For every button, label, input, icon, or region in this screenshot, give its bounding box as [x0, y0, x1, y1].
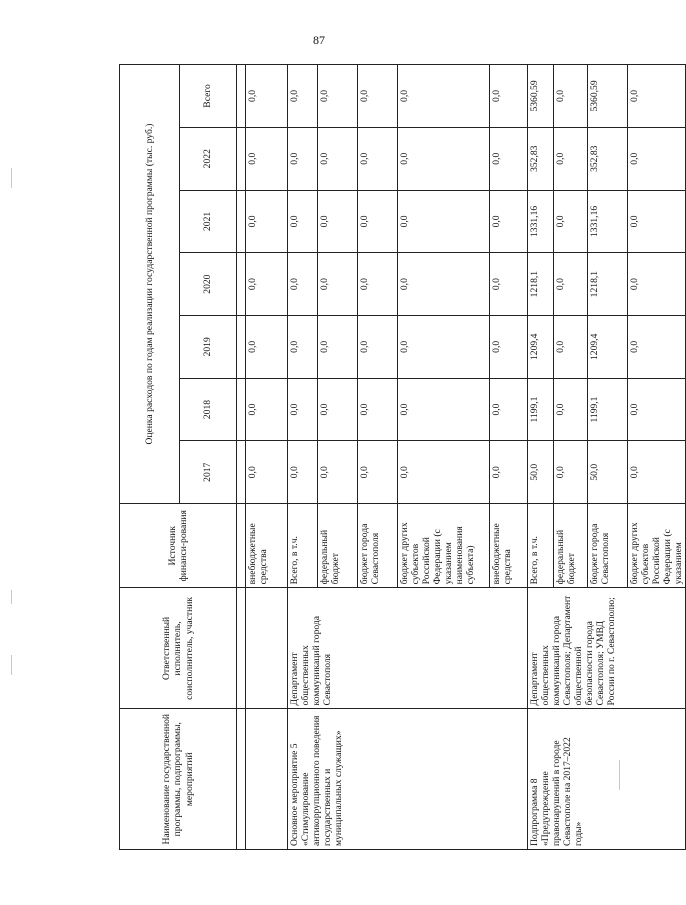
- table-row: [246, 65, 288, 850]
- value-cell: 0,0: [398, 441, 490, 504]
- value-cell: 0,0: [246, 127, 288, 190]
- funding-source-cell: Всего, в т.ч.: [288, 504, 318, 588]
- funding-source-cell: бюджет других субъектов Российской Федерации (с указанием наименования субъекта): [398, 504, 490, 588]
- value-cell: 0,0: [358, 378, 398, 441]
- header-year: 2017: [180, 441, 237, 504]
- program-name-cell: Подпрограмма 8 «Предупреждение правонарушений в городе Севастополе на 2017–2022 годы»: [528, 709, 686, 850]
- funding-source-cell: внебюджетные средства: [490, 504, 528, 588]
- value-cell: 0,0: [246, 441, 288, 504]
- value-cell: 1218,1: [528, 253, 554, 316]
- value-cell: 0,0: [318, 127, 358, 190]
- value-cell: 0,0: [288, 315, 318, 378]
- value-cell: 0,0: [246, 378, 288, 441]
- value-cell: 0,0: [490, 441, 528, 504]
- executor-cell: Департамент общественных коммуникаций города Севастополя; Департамент общественной безопасности города Севастополя; УМВД России по г. Севастополю;: [528, 588, 686, 709]
- executor-cell: [246, 588, 288, 709]
- value-cell: 0,0: [398, 253, 490, 316]
- header-executor: Ответственный исполнитель, соисполнитель, участник: [120, 588, 237, 709]
- header-year: 2022: [180, 127, 237, 190]
- value-cell: 0,0: [398, 315, 490, 378]
- funding-source-cell: внебюджетные средства: [246, 504, 288, 588]
- table-row: [528, 65, 554, 850]
- value-cell: 0,0: [554, 315, 588, 378]
- value-cell: 0,0: [490, 253, 528, 316]
- value-cell: 0,0: [628, 127, 686, 190]
- value-cell: 1331,16: [588, 190, 628, 253]
- value-cell: 0,0: [554, 441, 588, 504]
- value-cell: 352,83: [588, 127, 628, 190]
- page-number: 87: [313, 33, 325, 47]
- total-cell: 0,0: [318, 65, 358, 128]
- value-cell: 0,0: [288, 190, 318, 253]
- value-cell: 0,0: [628, 441, 686, 504]
- value-cell: 1209,4: [588, 315, 628, 378]
- value-cell: 0,0: [288, 253, 318, 316]
- value-cell: 0,0: [398, 127, 490, 190]
- value-cell: 0,0: [554, 253, 588, 316]
- funding-source-cell: бюджет города Севастополя: [588, 504, 628, 588]
- value-cell: 0,0: [398, 190, 490, 253]
- value-cell: 352,83: [528, 127, 554, 190]
- value-cell: 0,0: [358, 127, 398, 190]
- funding-source-cell: федеральный бюджет: [318, 504, 358, 588]
- value-cell: 1199,1: [588, 378, 628, 441]
- total-cell: 0,0: [246, 65, 288, 128]
- value-cell: 0,0: [490, 315, 528, 378]
- value-cell: 0,0: [318, 253, 358, 316]
- value-cell: 0,0: [490, 378, 528, 441]
- total-cell: 5360,59: [588, 65, 628, 128]
- funding-source-cell: федеральный бюджет: [554, 504, 588, 588]
- value-cell: 0,0: [628, 378, 686, 441]
- value-cell: 0,0: [490, 190, 528, 253]
- budget-table: [119, 64, 686, 850]
- value-cell: 0,0: [358, 253, 398, 316]
- value-cell: 1218,1: [588, 253, 628, 316]
- value-cell: 0,0: [358, 441, 398, 504]
- value-cell: 0,0: [358, 190, 398, 253]
- value-cell: 0,0: [628, 190, 686, 253]
- value-cell: 0,0: [554, 127, 588, 190]
- table-row: [288, 65, 318, 850]
- value-cell: 50,0: [528, 441, 554, 504]
- value-cell: 0,0: [318, 190, 358, 253]
- header-spacer-row: [237, 65, 246, 850]
- table-header-row: [120, 65, 180, 850]
- total-cell: 0,0: [358, 65, 398, 128]
- value-cell: 0,0: [246, 315, 288, 378]
- program-name-cell: [246, 709, 288, 850]
- header-year: 2020: [180, 253, 237, 316]
- total-cell: 0,0: [398, 65, 490, 128]
- value-cell: 0,0: [246, 190, 288, 253]
- value-cell: 1209,4: [528, 315, 554, 378]
- value-cell: 0,0: [628, 253, 686, 316]
- value-cell: 0,0: [318, 441, 358, 504]
- value-cell: 0,0: [318, 378, 358, 441]
- total-cell: 0,0: [288, 65, 318, 128]
- header-funding-source: Источник финанси-рования: [120, 504, 237, 588]
- value-cell: 0,0: [288, 127, 318, 190]
- rotated-table-wrapper: [119, 64, 685, 850]
- total-cell: 0,0: [628, 65, 686, 128]
- value-cell: 0,0: [554, 190, 588, 253]
- header-program-name: Наименование государственной программы, подпрограммы, мероприятий: [120, 709, 237, 850]
- value-cell: 1331,16: [528, 190, 554, 253]
- total-cell: 5360,59: [528, 65, 554, 128]
- value-cell: 0,0: [398, 378, 490, 441]
- header-year: 2019: [180, 315, 237, 378]
- value-cell: 1199,1: [528, 378, 554, 441]
- header-expense-estimate: Оценка расходов по годам реализации государственной программы (тыс. руб.): [120, 65, 180, 504]
- value-cell: 0,0: [288, 378, 318, 441]
- header-total: Всего: [180, 65, 237, 128]
- value-cell: 50,0: [588, 441, 628, 504]
- total-cell: 0,0: [554, 65, 588, 128]
- funding-source-cell: Всего, в т.ч.: [528, 504, 554, 588]
- funding-source-cell: бюджет других субъектов Российской Федерации (с указанием: [628, 504, 686, 588]
- funding-source-cell: бюджет города Севастополя: [358, 504, 398, 588]
- total-cell: 0,0: [490, 65, 528, 128]
- value-cell: 0,0: [246, 253, 288, 316]
- value-cell: 0,0: [358, 315, 398, 378]
- executor-cell: Департамент общественных коммуникаций города Севастополя: [288, 588, 528, 709]
- header-year: 2021: [180, 190, 237, 253]
- value-cell: 0,0: [288, 441, 318, 504]
- value-cell: 0,0: [490, 127, 528, 190]
- value-cell: 0,0: [318, 315, 358, 378]
- value-cell: 0,0: [554, 378, 588, 441]
- value-cell: 0,0: [628, 315, 686, 378]
- program-name-cell: Основное мероприятие 5 «Стимулирование антикоррупционного поведения государственных и муниципальных служащих»: [288, 709, 528, 850]
- header-year: 2018: [180, 378, 237, 441]
